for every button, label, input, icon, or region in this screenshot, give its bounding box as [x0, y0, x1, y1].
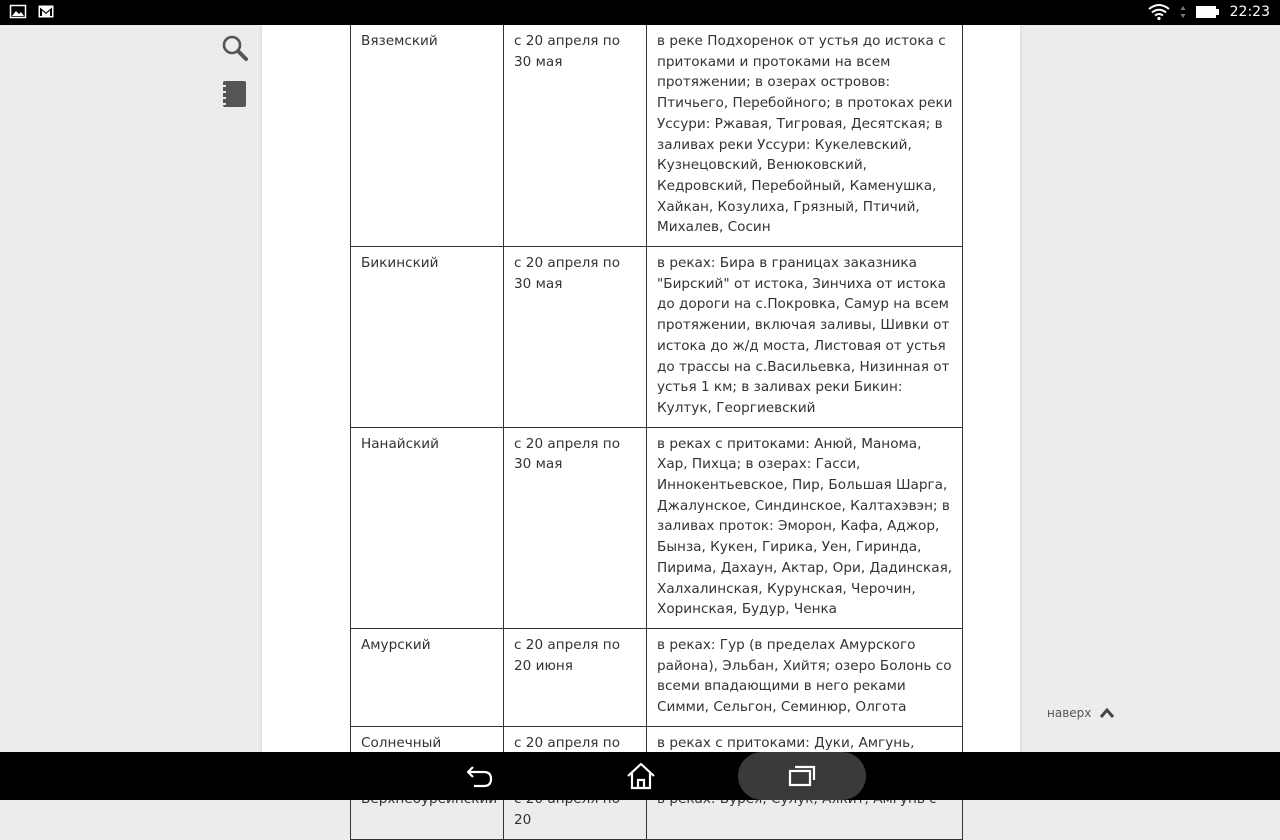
back-icon	[464, 763, 494, 789]
clock: 22:23	[1229, 4, 1270, 20]
district-cell: Вяземский	[351, 25, 504, 247]
district-cell: Солнечный	[351, 726, 504, 782]
document-page[interactable]	[262, 25, 1020, 828]
back-to-top-button[interactable]	[1047, 706, 1115, 720]
home-button[interactable]	[617, 752, 665, 800]
gmail-icon	[38, 5, 54, 18]
signal-arrows-icon	[1180, 5, 1186, 19]
back-to-top-label: наверх	[1047, 706, 1092, 720]
table-row	[351, 628, 963, 726]
table-row	[351, 427, 963, 628]
wifi-icon	[1148, 4, 1170, 20]
district-cell: Амурский	[351, 628, 504, 726]
period-cell: 20	[504, 783, 647, 839]
navigation-bar	[0, 752, 1280, 800]
district-cell: Нанайский	[351, 427, 504, 628]
period-cell: с 20 апреля по 30 мая	[504, 247, 647, 428]
places-cell: в реке Подхоренок от устья до истока с притоками и протоками на всем протяжении; в озерах островов: Птичьего, Перебойного; в протоках реки Уссури: Ржавая, Тигровая, Десятская; в заливах реки Уссури: Кукелевский, Кузнецовский, Венюковский, Кедровский, Перебойный, Каменушка, Хайкан, Козулиха, Грязный, Птичий, Михалев, Сосин	[647, 25, 963, 247]
search-icon[interactable]	[220, 33, 250, 63]
places-cell: в реках: Гур (в пределах Амурского района), Эльбан, Хийтя; озеро Болонь со всеми впадающими в него реками Симми, Сельгон, Семинюр, Олгота	[647, 628, 963, 726]
regions-table	[350, 25, 963, 840]
period-cell: с 20 апреля по 30 мая	[504, 427, 647, 628]
places-cell: в реках с притоками: Анюй, Манома, Хар, Пихца; в озерах: Гасси, Иннокентьевское, Пир, Большая Шарга, Джалунское, Синдинское, Калтахэвэн; в заливах проток: Эморон, Кафа, Аджор, Бынза, Кукен, Гирика, Уен, Гиринда, Пирима, Дахаун, Актар, Ори, Дадинская, Халхалинская, Курунская, Черочин, Хоринская, Будур, Ченка	[647, 427, 963, 628]
home-icon	[626, 762, 656, 790]
notebook-icon[interactable]	[220, 79, 250, 109]
period-cell: с 20 апреля по 20 июня	[504, 628, 647, 726]
places-cell: в реках: Бира в границах заказника "Бирский" от истока, Зинчиха от истока до дороги на с.Покровка, Самур на всем протяжении, включая заливы, Шивки от истока до ж/д моста, Листовая от устья до трассы на с.Васильевка, Низинная от устья 1 км; в заливах реки Бикин: Култук, Георгиевский	[647, 247, 963, 428]
status-bar	[0, 0, 1280, 25]
district-cell: Бикинский	[351, 247, 504, 428]
table-row	[351, 25, 963, 247]
image-icon	[10, 5, 26, 18]
recents-button[interactable]	[778, 752, 826, 800]
battery-icon	[1196, 5, 1220, 19]
back-button[interactable]	[455, 752, 503, 800]
recents-icon	[787, 764, 817, 788]
table-row	[351, 247, 963, 428]
period-cell: с 20 апреля по	[504, 726, 647, 782]
places-cell: в реках с притоками: Дуки, Амгунь,	[647, 726, 963, 782]
chevron-up-icon	[1099, 707, 1115, 719]
period-cell: с 20 апреля по 30 мая	[504, 25, 647, 247]
